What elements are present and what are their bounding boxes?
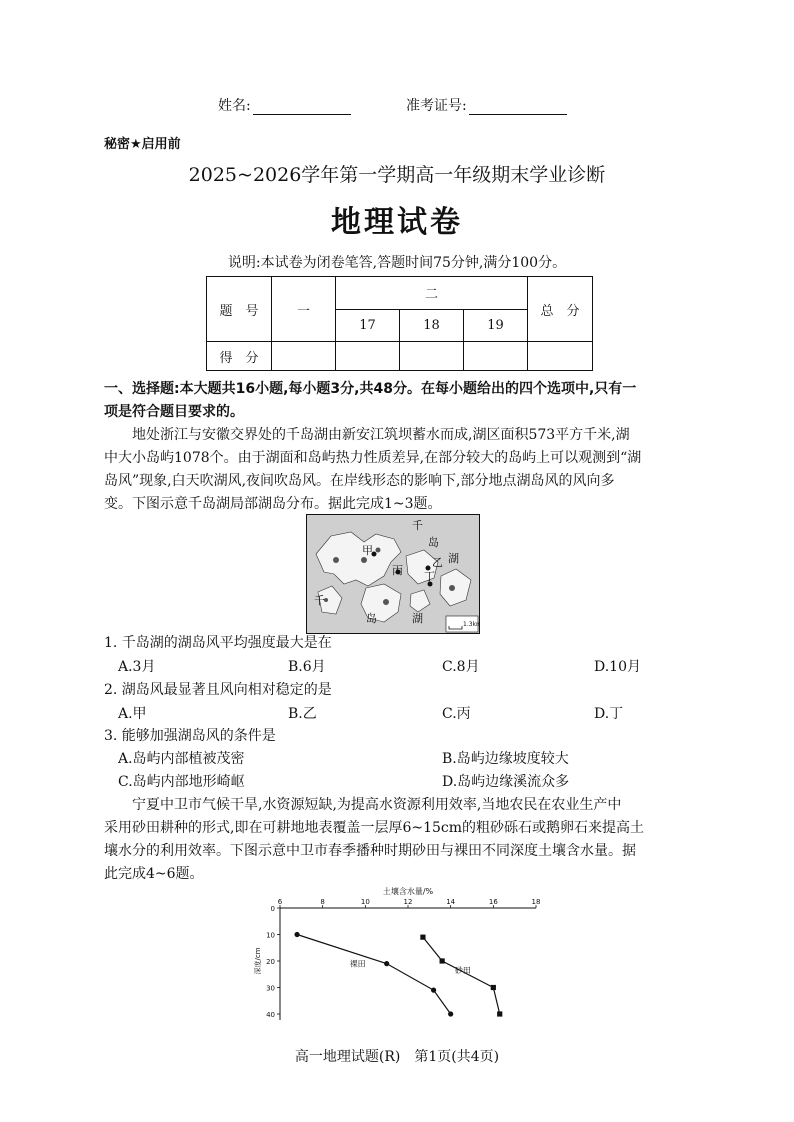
island-dot: [361, 557, 367, 563]
section1-heading: [104, 378, 636, 424]
section1-heading-line2: 项是符合题目要求的。: [104, 404, 244, 420]
chart-point: [420, 935, 425, 940]
chart-x-axis-title: 土壤含水量/%: [382, 887, 434, 896]
chart-point: [384, 961, 389, 966]
score-cell-18[interactable]: [400, 342, 464, 371]
score-cell-one[interactable]: [272, 342, 336, 371]
chart-x-tick-label: 8: [320, 898, 325, 906]
island-dot: [333, 557, 339, 563]
passage2: [104, 794, 694, 886]
q3-option-c[interactable]: C.岛屿内部地形崎岖: [118, 774, 245, 790]
q2-option-c[interactable]: C.丙: [442, 706, 471, 722]
chart-y-tick-label: 0: [270, 905, 275, 913]
passage1-line: 中大小岛屿1078个。由于湖面和岛屿热力性质差异,在部分较大的岛屿上可以观测到“湖: [104, 450, 642, 466]
exam-id-blank[interactable]: [469, 100, 567, 115]
chart-y-tick-label: 30: [266, 984, 275, 993]
chart-y-tick-label: 40: [266, 1011, 275, 1019]
question-2-stem: 2. 湖岛风最显著且风向相对稳定的是: [104, 682, 332, 698]
col-18: 18: [400, 309, 464, 342]
passage2-line: 此完成4~6题。: [104, 866, 204, 882]
q2-option-b[interactable]: B.乙: [288, 706, 317, 722]
passage2-line: 壤水分的利用效率。下图示意中卫市春季播种时期砂田与裸田不同深度土壤含水量。据: [104, 843, 636, 859]
map-label: 岛: [428, 536, 439, 549]
chart-point: [448, 1011, 453, 1016]
passage1-line: 地处浙江与安徽交界处的千岛湖由新安江筑坝蓄水而成,湖区面积573平方千米,湖: [132, 427, 630, 443]
q3-option-d[interactable]: D.岛屿边缘溪流众多: [442, 774, 570, 790]
chart-series-line-1: [423, 937, 500, 1014]
q2-option-a[interactable]: A.甲: [118, 706, 147, 722]
score-cell-total[interactable]: [528, 342, 593, 371]
q1-option-d[interactable]: D.10月: [594, 659, 641, 675]
score-cell-19[interactable]: [464, 342, 528, 371]
chart-y-tick-label: 10: [266, 931, 275, 940]
instructions: 说明:本试卷为闭卷笔答,答题时间75分钟,满分100分。: [227, 255, 567, 271]
chart-legend-label: 砂田: [454, 965, 471, 975]
chart-x-tick-label: 18: [531, 898, 541, 906]
chart-series-line-0: [297, 935, 451, 1015]
subject-title: 地理试卷: [331, 205, 463, 240]
passage1-line: 岛风”现象,白天吹湖风,夜间吹岛风。在岸线形态的影响下,部分地点湖岛风的风向多: [104, 473, 615, 489]
score-cell-17[interactable]: [336, 342, 400, 371]
chart-x-tick-label: 12: [403, 898, 413, 906]
map-label: 湖: [412, 612, 423, 625]
chart-x-tick-label: 10: [360, 898, 370, 906]
map-label: 岛: [366, 612, 377, 625]
chart-x-tick-label: 16: [488, 898, 498, 906]
map-label-ding: 丁: [424, 570, 435, 583]
col-17: 17: [336, 309, 400, 342]
map-label: 湖: [448, 552, 459, 565]
q2-option-d[interactable]: D.丁: [594, 706, 624, 722]
page-footer: 高一地理试题(R) 第1页(共4页): [294, 1049, 500, 1065]
map-label-bing: 丙: [392, 564, 403, 577]
map-label-jia: 甲: [362, 544, 373, 557]
section1-heading-line1: 一、选择题:本大题共16小题,每小题3分,共48分。在每小题给出的四个选项中,只有一: [104, 381, 637, 397]
island-dot: [449, 585, 455, 591]
exam-id-field[interactable]: [406, 95, 567, 115]
chart-point: [491, 985, 496, 990]
q1-option-a[interactable]: A.3月: [118, 659, 156, 675]
exam-id-label: 准考证号:: [406, 98, 467, 114]
island-dot: [376, 548, 381, 553]
name-blank[interactable]: [253, 100, 351, 115]
chart-x-tick-label: 14: [446, 898, 456, 906]
passage2-line: 宁夏中卫市气候干旱,水资源短缺,为提高水资源利用效率,当地农民在农业生产中: [132, 797, 622, 813]
chart-svg: [246, 884, 546, 1024]
row-label-score: 得 分: [207, 342, 272, 371]
passage2-line: 采用砂田耕种的形式,即在可耕地地表覆盖一层厚6~15cm的粗砂砾石或鹅卵石来提高土: [104, 820, 645, 836]
question-3-stem: 3. 能够加强湖岛风的条件是: [104, 728, 276, 744]
name-field[interactable]: [218, 95, 351, 115]
exam-title: 2025~2026学年第一学期高一年级期末学业诊断: [188, 164, 606, 186]
map-label-yi: 乙: [432, 556, 443, 569]
soil-moisture-chart: [246, 884, 546, 1024]
map-label: 千: [412, 519, 423, 532]
passage1-line: 变。下图示意千岛湖局部湖岛分布。据此完成1~3题。: [104, 496, 442, 512]
col-part-two: 二: [336, 277, 528, 310]
island-dot: [383, 599, 389, 605]
chart-legend-label: 裸田: [349, 959, 366, 969]
lake-island-map: [306, 514, 480, 634]
chart-point: [431, 988, 436, 993]
chart-point: [497, 1011, 502, 1016]
passage1: [104, 424, 694, 516]
q1-option-b[interactable]: B.6月: [288, 659, 326, 675]
col-19: 19: [464, 309, 528, 342]
col-part-one: 一: [272, 277, 336, 342]
secret-mark: 秘密★启用前: [104, 137, 181, 152]
q3-option-a[interactable]: A.岛屿内部植被茂密: [118, 751, 245, 767]
chart-y-tick-label: 20: [266, 958, 275, 966]
scale-label: 1.3km: [463, 621, 480, 628]
chart-point: [440, 958, 445, 963]
q3-option-b[interactable]: B.岛屿边缘坡度较大: [442, 751, 569, 767]
map-label: 千: [314, 594, 325, 607]
chart-point: [294, 932, 299, 937]
name-label: 姓名:: [218, 98, 251, 114]
chart-y-axis-title: 深度/cm: [254, 947, 262, 975]
col-total: 总 分: [528, 277, 593, 342]
question-1-stem: 1. 千岛湖的湖岛风平均强度最大是在: [104, 635, 332, 651]
chart-x-tick-label: 6: [277, 898, 283, 906]
map-svg: [306, 514, 480, 634]
row-label-question-no: 题 号: [207, 277, 272, 342]
q1-option-c[interactable]: C.8月: [442, 659, 480, 675]
score-table: [206, 276, 593, 371]
